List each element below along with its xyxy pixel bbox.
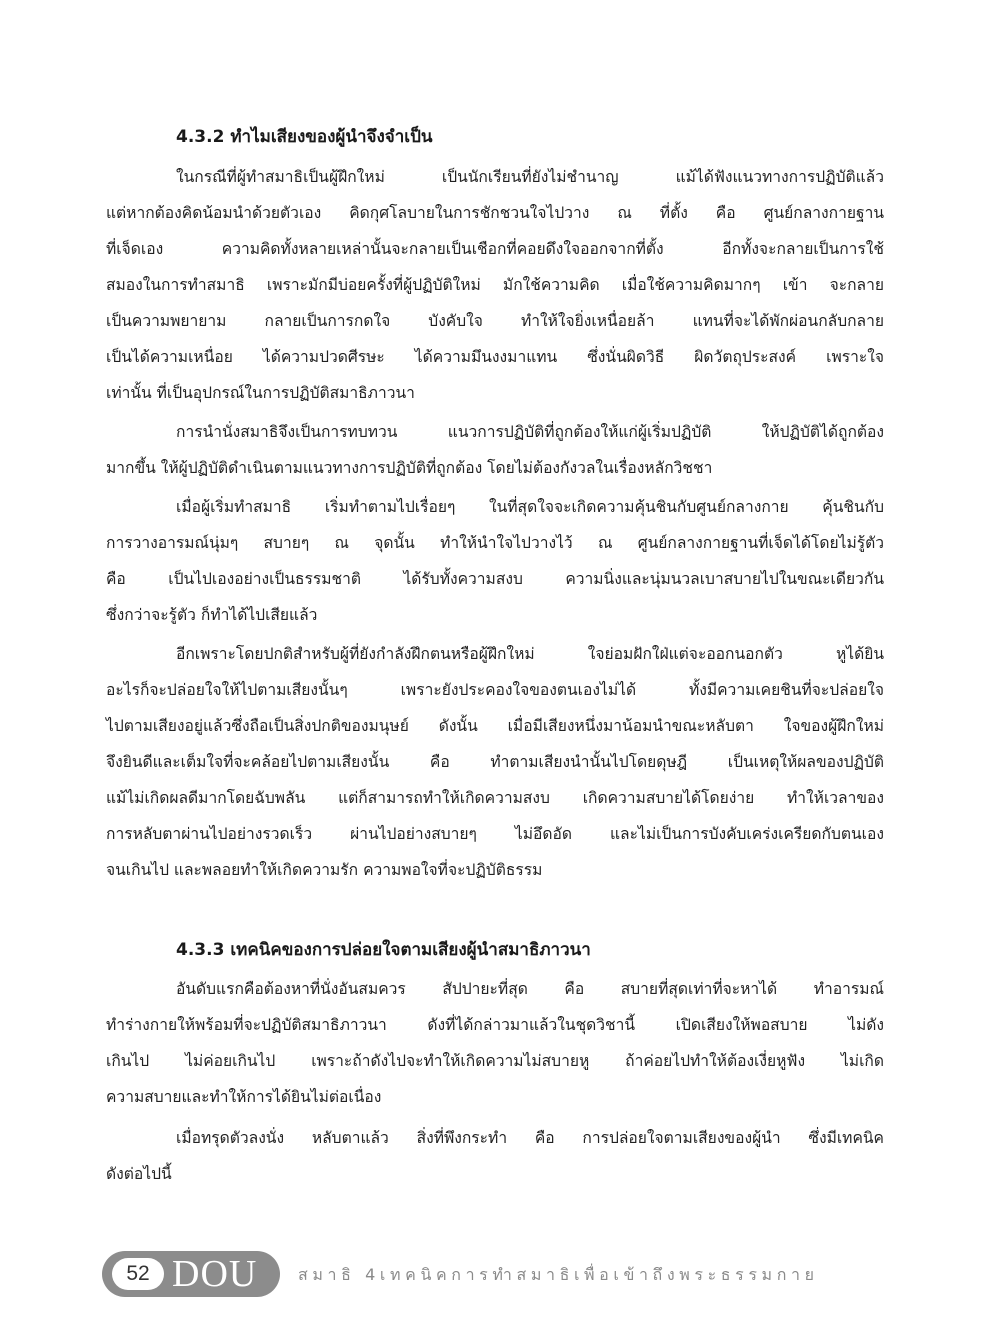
text-line: อีกเพราะโดยปกติสำหรับผู้ที่ยังกำลังฝึกตนหรือผู้ฝึกใหม่ ใจย่อมฝักใฝ่แต่จะออกนอกตัว หูได้ยิน <box>176 645 884 663</box>
book-title: สมาธิ 4เทคนิคการทำสมาธิเพื่อเข้าถึงพระธรรมกาย <box>298 1265 819 1284</box>
page-number: 52 <box>112 1258 164 1290</box>
text-line: ซึ่งกว่าจะรู้ตัว ก็ทำได้ไปเสียแล้ว <box>106 606 318 624</box>
text-line: มากขึ้น ให้ผู้ปฏิบัติดำเนินตามแนวทางการปฏิบัติที่ถูกต้อง โดยไม่ต้องกังวลในเรื่องหลักวิชชา <box>106 459 713 477</box>
dou-logo: DOU <box>172 1253 258 1295</box>
text-line: เท่านั้น ที่เป็นอุปกรณ์ในการปฏิบัติสมาธิภาวนา <box>106 384 415 402</box>
text-line: เมื่อผู้เริ่มทำสมาธิ เริ่มทำตามไปเรื่อยๆ ในที่สุดใจจะเกิดความคุ้นชินกับศูนย์กลางกาย คุ้นชินกับ <box>176 498 884 516</box>
text-line: เมื่อทรุดตัวลงนั่ง หลับตาแล้ว สิ่งที่พึงกระทำ คือ การปล่อยใจตามเสียงของผู้นำ ซึ่งมีเทคนิค <box>176 1129 884 1147</box>
text-line: ในกรณีที่ผู้ทำสมาธิเป็นผู้ฝึกใหม่ เป็นนักเรียนที่ยังไม่ชำนาญ แม้ได้ฟังแนวทางการปฏิบัติแล้ว <box>176 168 884 186</box>
text-line: ที่เจ็ดเอง ความคิดทั้งหลายเหล่านั้นจะกลายเป็นเชือกที่คอยดึงใจออกจากที่ตั้ง อีกทั้งจะกลายเป็นการใช้ <box>106 240 884 258</box>
text-line: การหลับตาผ่านไปอย่างรวดเร็ว ผ่านไปอย่างสบายๆ ไม่อึดอัด และไม่เป็นการบังคับเคร่งเครียดกับตนเอง <box>106 825 884 843</box>
text-line: เป็นความพยายาม กลายเป็นการกดใจ บังคับใจ ทำให้ใจยิ่งเหนื่อยล้า แทนที่จะได้พักผ่อนกลับกลาย <box>106 312 884 330</box>
text-line: สมองในการทำสมาธิ เพราะมักมีบ่อยครั้งที่ผู้ปฏิบัติใหม่ มักใช้ความคิด เมื่อใช้ความคิดมากๆ เข้า จะกลาย <box>106 276 884 294</box>
text-line: แต่หากต้องคิดน้อมนำด้วยตัวเอง คิดกุศโลบายในการชักชวนใจไปวาง ณ ที่ตั้ง คือ ศูนย์กลางกายฐาน <box>106 204 884 222</box>
text-line: จึงยินดีและเต็มใจที่จะคล้อยไปตามเสียงนั้น คือ ทำตามเสียงนำนั้นไปโดยดุษฎี เป็นเหตุให้ผลของปฏิบัติ <box>106 753 884 771</box>
section-heading-4-3-2: 4.3.2 ทำไมเสียงของผู้นำจึงจำเป็น <box>176 127 433 147</box>
text-line: อะไรก็จะปล่อยใจให้ไปตามเสียงนั้นๆ เพราะยังประคองใจของตนเองไม่ได้ ทั้งมีความเคยชินที่จะปล่อยใจ <box>106 681 884 699</box>
text-line: การนำนั่งสมาธิจึงเป็นการทบทวน แนวการปฏิบัติที่ถูกต้องให้แก่ผู้เริ่มปฏิบัติ ให้ปฏิบัติได้ถูกต้อง <box>176 423 884 441</box>
text-line: เป็นได้ความเหนื่อย ได้ความปวดศีรษะ ได้ความมึนงงมาแทน ซึ่งนั่นผิดวิธี ผิดวัตถุประสงค์ เพราะใจ <box>106 348 884 366</box>
text-line: การวางอารมณ์นุ่มๆ สบายๆ ณ จุดนั้น ทำให้นำใจไปวางไว้ ณ ศูนย์กลางกายฐานที่เจ็ดได้โดยไม่รู้ตัว <box>106 534 884 552</box>
page-footer <box>102 1251 862 1297</box>
text-line: เกินไป ไม่ค่อยเกินไป เพราะถ้าดังไปจะทำให้เกิดความไม่สบายหู ถ้าค่อยไปทำให้ต้องเงี่ยหูฟัง ไม่เกิด <box>106 1052 884 1070</box>
page-badge <box>102 1251 280 1297</box>
text-line: อันดับแรกคือต้องหาที่นั่งอันสมควร สัปปายะที่สุด คือ สบายที่สุดเท่าที่จะหาได้ ทำอารมณ์ <box>176 980 884 998</box>
text-line: ดังต่อไปนี้ <box>106 1165 172 1183</box>
section-heading-4-3-3: 4.3.3 เทคนิคของการปล่อยใจตามเสียงผู้นำสมาธิภาวนา <box>176 940 591 960</box>
text-line: คือ เป็นไปเองอย่างเป็นธรรมชาติ ได้รับทั้งความสงบ ความนิ่งและนุ่มนวลเบาสบายไปในขณะเดียวกัน <box>106 570 884 588</box>
text-line: จนเกินไป และพลอยทำให้เกิดความรัก ความพอใจที่จะปฏิบัติธรรม <box>106 861 543 879</box>
text-line: แม้ไม่เกิดผลดีมากโดยฉับพลัน แต่ก็สามารถทำให้เกิดความสงบ เกิดความสบายได้โดยง่าย ทำให้เวลาของ <box>106 789 884 807</box>
text-line: ความสบายและทำให้การได้ยินไม่ต่อเนื่อง <box>106 1088 382 1106</box>
text-line: ทำร่างกายให้พร้อมที่จะปฏิบัติสมาธิภาวนา ดังที่ได้กล่าวมาแล้วในชุดวิชานี้ เปิดเสียงให้พอสบาย ไม่ดัง <box>106 1016 884 1034</box>
text-line: ไปตามเสียงอยู่แล้วซึ่งถือเป็นสิ่งปกติของมนุษย์ ดังนั้น เมื่อมีเสียงหนึ่งมาน้อมนำขณะหลับตา ใจของผู้ฝึกใหม่ <box>106 717 884 735</box>
